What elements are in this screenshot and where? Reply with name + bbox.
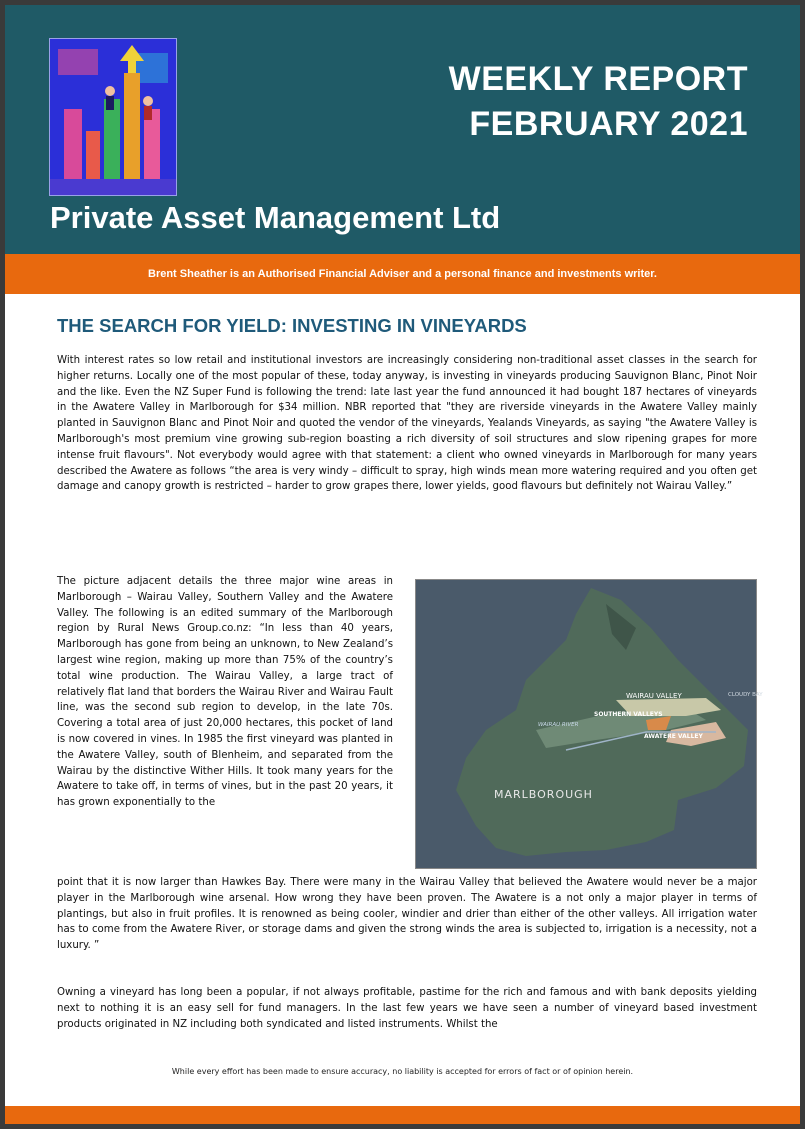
map-label-cloudy-bay: CLOUDY BAY	[728, 692, 763, 698]
article-paragraph-4: Owning a vineyard has long been a popular, if not always profitable, pastime for the rich and famous and with bank deposits yielding next to nothing it is an easy sell for fund managers. In the last few years we have seen a number of vineyard based investment products originated in NZ including both syndicated and listed instruments. Whilst the	[57, 987, 757, 1030]
company-name: Private Asset Management Ltd	[50, 200, 501, 235]
report-header	[5, 5, 800, 254]
footer-bar	[5, 1106, 800, 1124]
report-title-line2: FEBRUARY 2021	[469, 105, 748, 143]
article-paragraph-2: The picture adjacent details the three major wine areas in Marlborough – Wairau Valley, Southern Valley and the Awatere Valley. The following is an edited summary of the Marlborough region by Rural News Group.co.nz: “In less than 40 years, Marlborough has gone from being an unknown, to New Zealand’s largest wine region, making up more than 75% of the country’s total wine production. The Wairau Valley, a large tract of relatively flat land that borders the Wairau River and Wairau Fault line, was the second sub region to develop, in the late 70s. Covering a total area of just 20,000 hectares, this pocket of land is now covered in vines. In 1985 the first vineyard was planted in the Awatere Valley, south of Blenheim, and separated from the Wairau by the distinctive Wither Hills. It took many years for the Awatere to take off, in terms of vines, but in the past 20 years, it has grown exponentially to the	[57, 576, 393, 809]
marlborough-map-graphic	[416, 580, 763, 868]
footer-disclaimer: While every effort has been made to ensure accuracy, no liability is accepted for errors of fact or of opinion herein.	[171, 1067, 634, 1076]
article-heading: THE SEARCH FOR YIELD: INVESTING IN VINEYARDS	[57, 315, 527, 336]
marlborough-map	[415, 579, 763, 869]
map-label-awatere: AWATERE VALLEY	[644, 733, 703, 740]
rising-bar-chart-icon	[50, 39, 176, 195]
map-label-southern: SOUTHERN VALLEYS	[594, 711, 663, 718]
report-page	[5, 5, 800, 1124]
article-paragraph-3: point that it is now larger than Hawkes Bay. There were many in the Wairau Valley that believed the Awatere would never be a major player in the Marlborough wine arsenal. How wrong they have been proven. The Awatere is a not only a major player in terms of plantings, but also in fruit profiles. It is renowned as being cooler, windier and drier than either of the other valleys. All irrigation water has to come from the Awatere River, or storage dams and given the strong winds the area is subjected to, irrigation is a necessity, not a luxury. ”	[57, 877, 757, 952]
article-paragraph-1: With interest rates so low retail and institutional investors are increasingly considering non-traditional asset classes in the search for higher returns. Locally one of the most popular of these, today anyway, is investing in vineyards producing Sauvignon Blanc, Pinot Noir and the like. Even the NZ Super Fund is following the trend: late last year the fund announced it had bought 187 hectares of vineyards in the Awatere Valley in Marlborough for $34 million. NBR reported that "they are riverside vineyards in the Awatere Valley mainly planted in Sauvignon Blanc and Pinot Noir and quoted the vendor of the vineyards, Yealands Vineyards, as saying "the Awatere Valley is Marlborough's most premium vine growing sub-region boasting a rich diversity of soil structures and slow ripening grapes for more intense fruit flavours". Not everybody would agree with that statement: a client who owned vineyards in Marlborough for many years described the Awatere as follows “the area is very windy – difficult to spray, high winds mean more watering required and you often get damage and canopy growth is restricted – harder to grow grapes there, lower yields, good flavours but definitely not Wairau Valley.”	[57, 355, 757, 493]
map-label-wairau: WAIRAU VALLEY	[626, 692, 682, 700]
company-logo	[49, 38, 177, 196]
map-label-river: WAIRAU RIVER	[538, 722, 579, 728]
author-tagline: Brent Sheather is an Authorised Financial Adviser and a personal finance and investments writer.	[148, 268, 657, 280]
map-label-region: MARLBOROUGH	[494, 788, 593, 801]
report-title-line1: WEEKLY REPORT	[448, 60, 748, 98]
